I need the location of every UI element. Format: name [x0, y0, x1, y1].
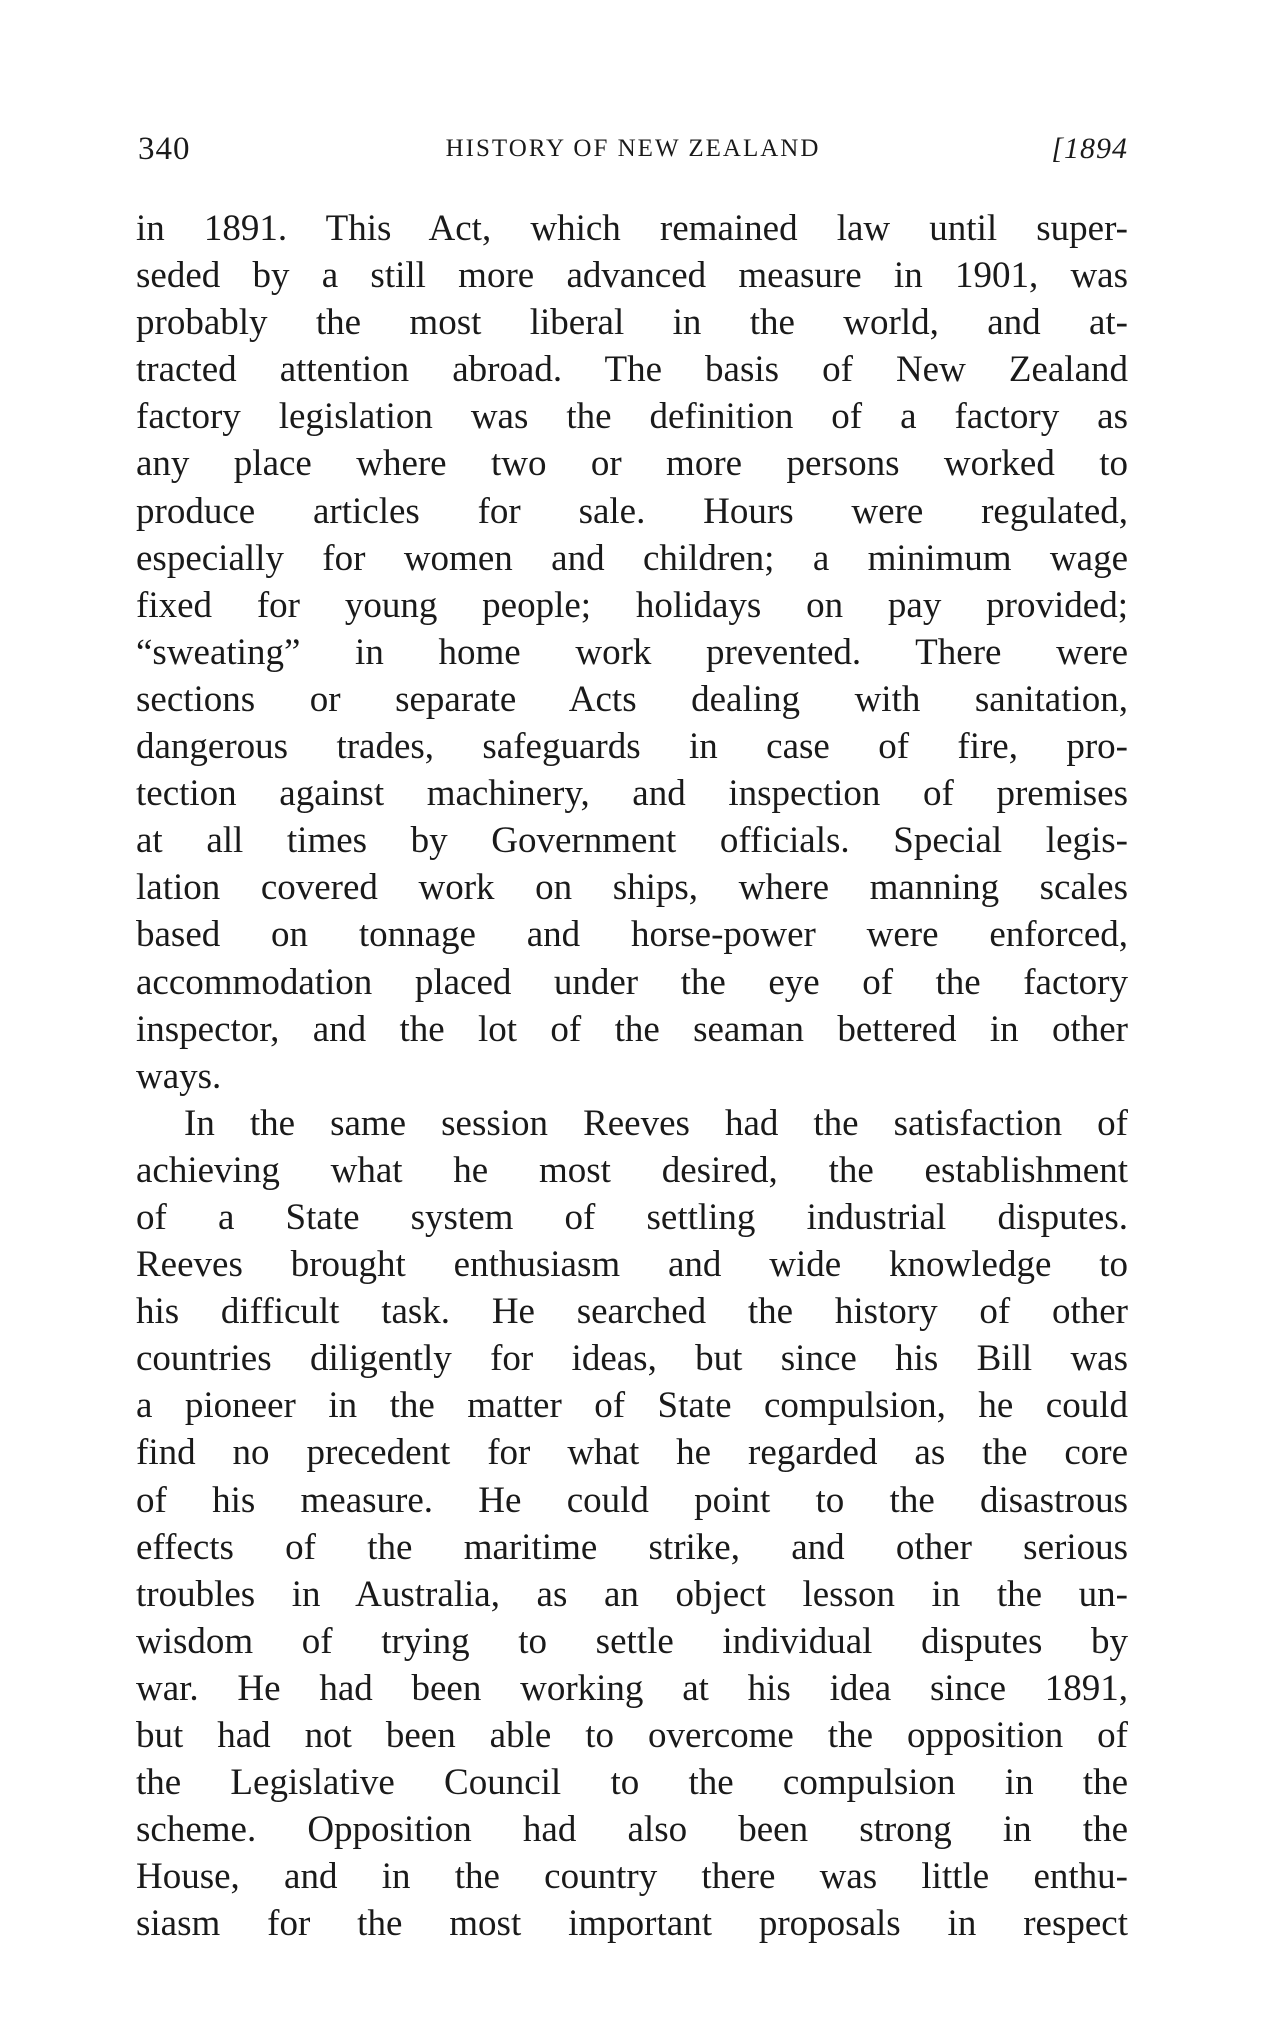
text-line: In the same session Reeves had the satisfaction of [184, 1102, 1128, 1144]
header-year: [1894 [1051, 132, 1128, 165]
body-text [136, 205, 1128, 1947]
text-line: of a State system of settling industrial disputes. [136, 1196, 1128, 1238]
text-line: fixed for young people; holidays on pay provided; [136, 584, 1128, 626]
text-line: seded by a still more advanced measure in 1901, was [136, 255, 1128, 297]
text-line: achieving what he most desired, the establishment [136, 1149, 1128, 1191]
text-line: “sweating” in home work prevented. There were [136, 631, 1128, 673]
page-number: 340 [138, 131, 191, 167]
text-line: troubles in Australia, as an object lesson in the un- [136, 1573, 1128, 1615]
text-line: war. He had been working at his idea since 1891, [136, 1667, 1128, 1709]
text-line: tracted attention abroad. The basis of New Zealand [136, 349, 1128, 391]
text-line: produce articles for sale. Hours were regulated, [136, 490, 1128, 532]
text-line: effects of the maritime strike, and other serious [136, 1526, 1128, 1568]
text-line: scheme. Opposition had also been strong in the [136, 1809, 1128, 1851]
text-line: especially for women and children; a minimum wage [136, 537, 1128, 579]
text-line: probably the most liberal in the world, and at- [136, 302, 1128, 344]
text-line: find no precedent for what he regarded as the core [136, 1432, 1128, 1474]
text-line: lation covered work on ships, where manning scales [136, 867, 1128, 909]
text-line: tection against machinery, and inspection of premises [136, 773, 1128, 815]
text-line: accommodation placed under the eye of the factory [136, 961, 1128, 1003]
text-line: at all times by Government officials. Special legis- [136, 820, 1128, 862]
text-line: in 1891. This Act, which remained law until super- [136, 208, 1128, 249]
text-line: the Legislative Council to the compulsion in the [136, 1762, 1128, 1804]
running-title: HISTORY OF NEW ZEALAND [445, 135, 821, 162]
text-line: based on tonnage and horse-power were enforced, [136, 914, 1128, 956]
text-line: any place where two or more persons worked to [136, 443, 1128, 485]
text-line: sections or separate Acts dealing with sanitation, [136, 678, 1128, 720]
text-line: Reeves brought enthusiasm and wide knowledge to [136, 1244, 1128, 1286]
text-line: countries diligently for ideas, but since his Bill was [136, 1338, 1128, 1380]
text-line: a pioneer in the matter of State compulsion, he could [136, 1385, 1128, 1427]
text-line: his difficult task. He searched the history of other [136, 1291, 1128, 1333]
text-line: but had not been able to overcome the opposition of [136, 1715, 1128, 1756]
text-line: ways. [136, 1055, 222, 1097]
text-line: dangerous trades, safeguards in case of fire, pro- [136, 726, 1128, 768]
text-line: siasm for the most important proposals in respect [136, 1903, 1128, 1945]
text-line: of his measure. He could point to the disastrous [136, 1479, 1128, 1521]
text-line: inspector, and the lot of the seaman bettered in other [136, 1008, 1128, 1050]
text-line: factory legislation was the definition of a factory as [136, 396, 1128, 438]
text-line: House, and in the country there was little enthu- [136, 1856, 1128, 1898]
page-header [138, 124, 1128, 174]
text-line: wisdom of trying to settle individual disputes by [136, 1620, 1128, 1662]
